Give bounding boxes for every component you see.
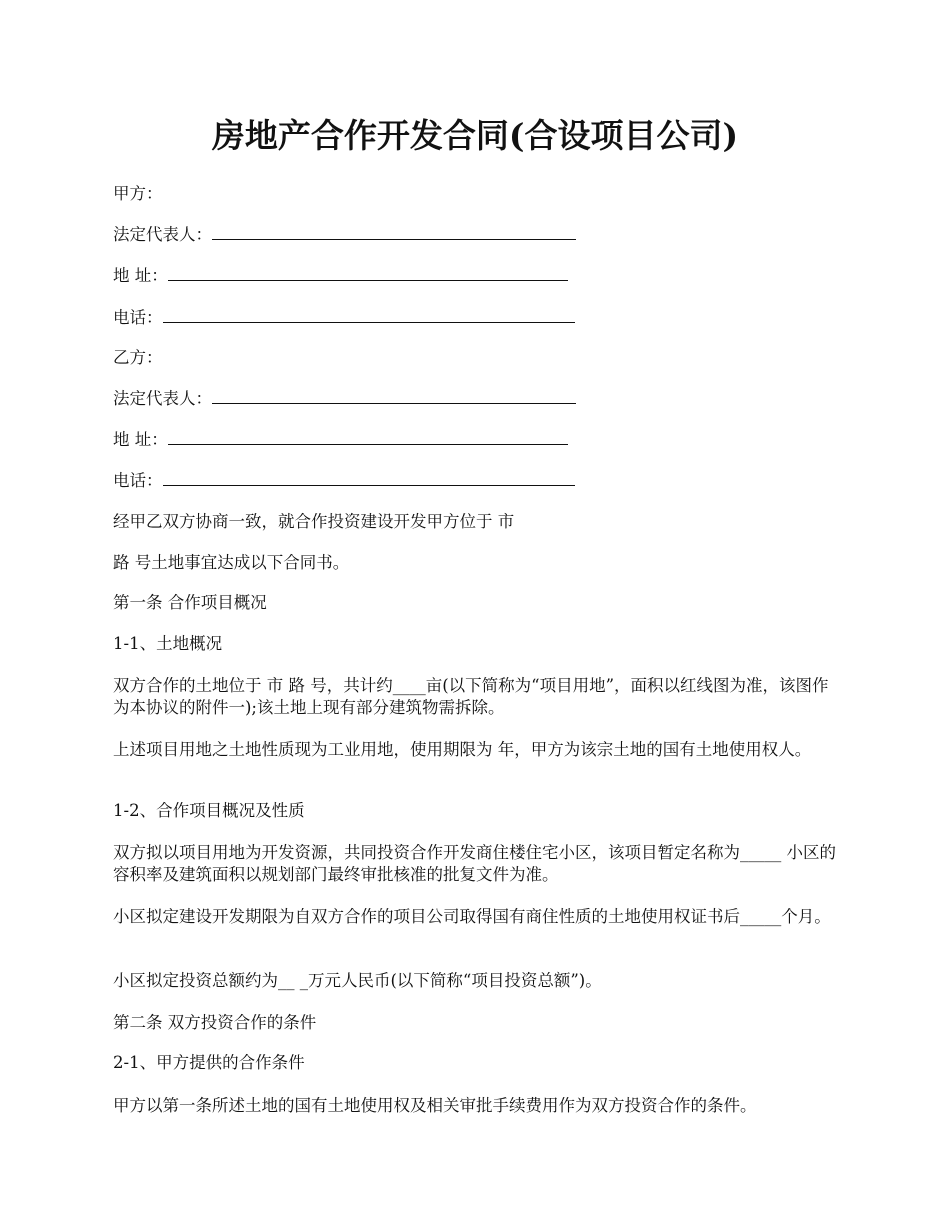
- section-1-1-heading: 1-1、土地概况: [113, 634, 223, 653]
- section-1-2-heading: 1-2、合作项目概况及性质: [113, 801, 305, 820]
- party-b-address-label: 地 址：: [113, 430, 168, 449]
- development-period-paragraph: 小区拟定建设开发期限为自双方合作的项目公司取得国有商住性质的土地使用权证书后_____个月。: [113, 907, 831, 926]
- party-a-phone-blank: [163, 307, 575, 323]
- document-title: 房地产合作开发合同(合设项目公司): [211, 116, 739, 155]
- party-b-phone-blank: [163, 470, 575, 486]
- investment-total-paragraph: 小区拟定投资总额约为__ _万元人民币(以下简称“项目投资总额”)。: [113, 971, 602, 990]
- party-a-rep-field: [113, 224, 576, 246]
- party-a-rep-blank: [212, 224, 576, 240]
- party-b-phone-field: [113, 470, 575, 492]
- project-overview-paragraph: 双方拟以项目用地为开发资源，共同投资合作开发商住楼住宅小区，该项目暂定名称为_____ 小区的容积率及建筑面积以规划部门最终审批核准的批复文件为准。: [113, 843, 836, 884]
- party-a-address-blank: [168, 265, 568, 281]
- party-a-phone-label: 电话：: [113, 308, 163, 327]
- party-b-phone-label: 电话：: [113, 471, 163, 490]
- intro-line-1: 经甲乙双方协商一致，就合作投资建设开发甲方位于 市: [113, 512, 515, 531]
- section-2-1-heading: 2-1、甲方提供的合作条件: [113, 1053, 305, 1072]
- party-b-rep-field: [113, 388, 576, 410]
- party-a-address-field: [113, 265, 568, 287]
- party-a-conditions-paragraph: 甲方以第一条所述土地的国有土地使用权及相关审批手续费用作为双方投资合作的条件。: [113, 1096, 757, 1115]
- party-b-heading: 乙方：: [113, 348, 163, 367]
- land-overview-paragraph: 双方合作的土地位于 市 路 号，共计约____亩(以下简称为“项目用地”，面积以红线图为准，该图作为本协议的附件一);该土地上现有部分建筑物需拆除。: [113, 676, 829, 717]
- article-2-title: 第二条 双方投资合作的条件: [113, 1013, 317, 1032]
- party-a-heading: 甲方：: [113, 184, 163, 203]
- party-b-rep-blank: [212, 388, 576, 404]
- party-a-phone-field: [113, 307, 575, 329]
- article-1-title: 第一条 合作项目概况: [113, 593, 267, 612]
- party-b-rep-label: 法定代表人：: [113, 389, 212, 408]
- party-a-rep-label: 法定代表人：: [113, 225, 212, 244]
- intro-line-2: 路 号土地事宜达成以下合同书。: [113, 553, 350, 572]
- party-b-address-field: [113, 429, 568, 451]
- party-a-address-label: 地 址：: [113, 266, 168, 285]
- land-nature-paragraph: 上述项目用地之土地性质现为工业用地，使用期限为 年，甲方为该宗土地的国有土地使用权人。: [113, 740, 812, 759]
- party-b-address-blank: [168, 429, 568, 445]
